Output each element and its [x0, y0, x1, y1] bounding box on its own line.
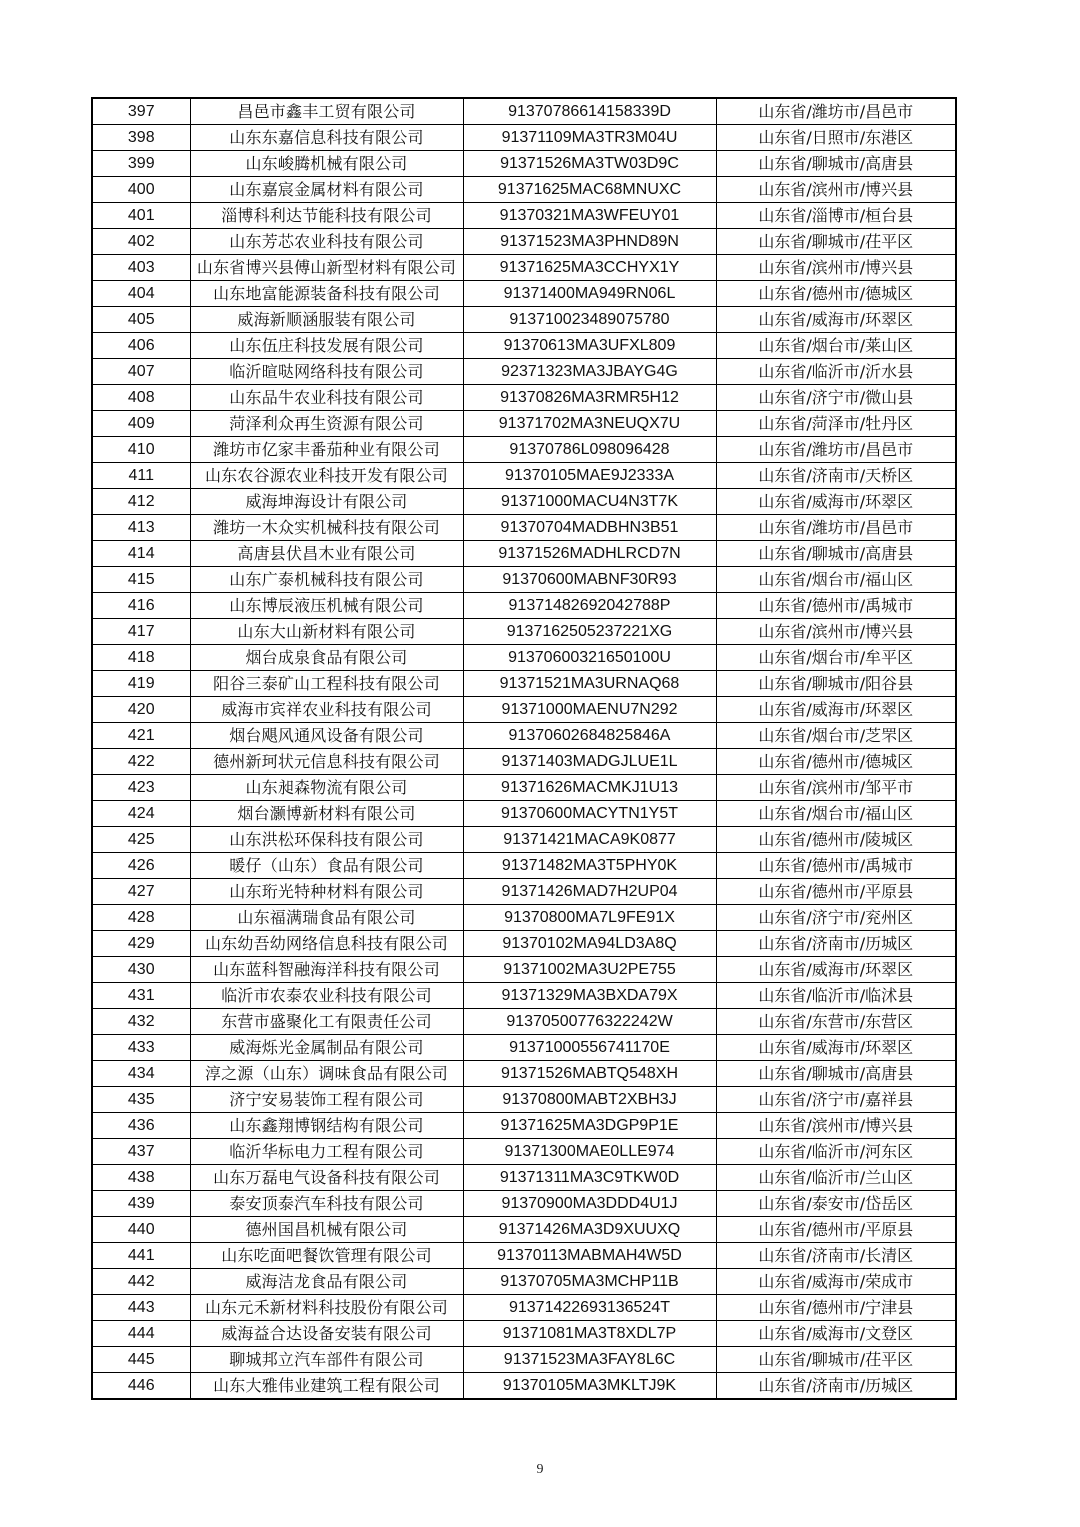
serial-number-cell: 409 — [92, 411, 190, 437]
company-name-cell: 烟台成泉食品有限公司 — [190, 645, 463, 671]
credit-code-cell: 91371482MA3T5PHY0K — [463, 853, 716, 879]
serial-number-cell: 408 — [92, 385, 190, 411]
region-cell: 山东省/聊城市/阳谷县 — [716, 671, 956, 697]
table-row — [92, 203, 956, 229]
region-cell: 山东省/德州市/禹城市 — [716, 853, 956, 879]
company-name-cell: 德州新珂状元信息科技有限公司 — [190, 749, 463, 775]
company-name-cell: 威海坤海设计有限公司 — [190, 489, 463, 515]
credit-code-cell: 91370800MA7L9FE91X — [463, 905, 716, 931]
credit-code-cell: 91370105MAE9J2333A — [463, 463, 716, 489]
serial-number-cell: 437 — [92, 1139, 190, 1165]
serial-number-cell: 419 — [92, 671, 190, 697]
region-cell: 山东省/济南市/历城区 — [716, 931, 956, 957]
table-row — [92, 437, 956, 463]
credit-code-cell: 91370613MA3UFXL809 — [463, 333, 716, 359]
table-row — [92, 931, 956, 957]
region-cell: 山东省/潍坊市/昌邑市 — [716, 515, 956, 541]
company-name-cell: 山东珩光特种材料有限公司 — [190, 879, 463, 905]
serial-number-cell: 435 — [92, 1087, 190, 1113]
company-name-cell: 山东吃面吧餐饮管理有限公司 — [190, 1243, 463, 1269]
company-name-cell: 山东农谷源农业科技开发有限公司 — [190, 463, 463, 489]
table-row — [92, 567, 956, 593]
region-cell: 山东省/德州市/平原县 — [716, 1217, 956, 1243]
table-row — [92, 827, 956, 853]
region-cell: 山东省/济南市/长清区 — [716, 1243, 956, 1269]
company-name-cell: 临沂暄哒网络科技有限公司 — [190, 359, 463, 385]
company-name-cell: 山东博辰液压机械有限公司 — [190, 593, 463, 619]
credit-code-cell: 91371482692042788P — [463, 593, 716, 619]
region-cell: 山东省/滨州市/邹平市 — [716, 775, 956, 801]
region-cell: 山东省/临沂市/河东区 — [716, 1139, 956, 1165]
table-row — [92, 1113, 956, 1139]
credit-code-cell: 91371109MA3TR3M04U — [463, 125, 716, 151]
company-name-cell: 山东品牛农业科技有限公司 — [190, 385, 463, 411]
credit-code-cell: 91371523MA3PHND89N — [463, 229, 716, 255]
serial-number-cell: 397 — [92, 98, 190, 125]
company-name-cell: 潍坊一木众实机械科技有限公司 — [190, 515, 463, 541]
table-row — [92, 255, 956, 281]
table-row — [92, 307, 956, 333]
page-number: 9 — [536, 1462, 544, 1477]
company-name-cell: 威海新顺涵服装有限公司 — [190, 307, 463, 333]
region-cell: 山东省/威海市/环翠区 — [716, 1035, 956, 1061]
serial-number-cell: 420 — [92, 697, 190, 723]
table-row — [92, 385, 956, 411]
credit-code-cell: 91370105MA3MKLTJ9K — [463, 1373, 716, 1400]
table-row — [92, 1295, 956, 1321]
table-row — [92, 593, 956, 619]
region-cell: 山东省/济南市/历城区 — [716, 1373, 956, 1400]
region-cell: 山东省/聊城市/高唐县 — [716, 151, 956, 177]
region-cell: 山东省/烟台市/芝罘区 — [716, 723, 956, 749]
credit-code-cell: 9137162505237221XG — [463, 619, 716, 645]
credit-code-cell: 91370826MA3RMR5H12 — [463, 385, 716, 411]
table-row — [92, 905, 956, 931]
serial-number-cell: 442 — [92, 1269, 190, 1295]
table-row — [92, 1061, 956, 1087]
company-name-cell: 济宁安易装饰工程有限公司 — [190, 1087, 463, 1113]
credit-code-cell: 91371329MA3BXDA79X — [463, 983, 716, 1009]
credit-code-cell: 91371421MACA9K0877 — [463, 827, 716, 853]
table-row — [92, 1217, 956, 1243]
table-row — [92, 749, 956, 775]
company-name-cell: 威海洁龙食品有限公司 — [190, 1269, 463, 1295]
region-cell: 山东省/滨州市/博兴县 — [716, 255, 956, 281]
credit-code-cell: 91371625MA3CCHYX1Y — [463, 255, 716, 281]
serial-number-cell: 434 — [92, 1061, 190, 1087]
serial-number-cell: 439 — [92, 1191, 190, 1217]
region-cell: 山东省/滨州市/博兴县 — [716, 1113, 956, 1139]
serial-number-cell: 405 — [92, 307, 190, 333]
company-name-cell: 山东昶森物流有限公司 — [190, 775, 463, 801]
region-cell: 山东省/潍坊市/昌邑市 — [716, 98, 956, 125]
serial-number-cell: 399 — [92, 151, 190, 177]
credit-code-cell: 91370113MABMAH4W5D — [463, 1243, 716, 1269]
region-cell: 山东省/滨州市/博兴县 — [716, 177, 956, 203]
serial-number-cell: 433 — [92, 1035, 190, 1061]
credit-code-cell: 91370900MA3DDD4U1J — [463, 1191, 716, 1217]
credit-code-cell: 91371000MACU4N3T7K — [463, 489, 716, 515]
credit-code-cell: 91371403MADGJLUE1L — [463, 749, 716, 775]
table-row — [92, 177, 956, 203]
region-cell: 山东省/威海市/环翠区 — [716, 489, 956, 515]
credit-code-cell: 91371625MA3DGP9P1E — [463, 1113, 716, 1139]
credit-code-cell: 91370600MACYTN1Y5T — [463, 801, 716, 827]
region-cell: 山东省/淄博市/桓台县 — [716, 203, 956, 229]
credit-code-cell: 91371311MA3C9TKW0D — [463, 1165, 716, 1191]
region-cell: 山东省/临沂市/临沭县 — [716, 983, 956, 1009]
region-cell: 山东省/德州市/陵城区 — [716, 827, 956, 853]
company-name-cell: 烟台飓风通风设备有限公司 — [190, 723, 463, 749]
table-row — [92, 229, 956, 255]
region-cell: 山东省/威海市/荣成市 — [716, 1269, 956, 1295]
company-name-cell: 威海益合达设备安装有限公司 — [190, 1321, 463, 1347]
company-name-cell: 山东东嘉信息科技有限公司 — [190, 125, 463, 151]
region-cell: 山东省/烟台市/牟平区 — [716, 645, 956, 671]
table-row — [92, 1269, 956, 1295]
credit-code-cell: 91371300MAE0LLE974 — [463, 1139, 716, 1165]
table-row — [92, 411, 956, 437]
region-cell: 山东省/威海市/环翠区 — [716, 957, 956, 983]
serial-number-cell: 406 — [92, 333, 190, 359]
region-cell: 山东省/聊城市/茌平区 — [716, 229, 956, 255]
serial-number-cell: 436 — [92, 1113, 190, 1139]
serial-number-cell: 412 — [92, 489, 190, 515]
table-row — [92, 1165, 956, 1191]
serial-number-cell: 398 — [92, 125, 190, 151]
company-name-cell: 淄博科利达节能科技有限公司 — [190, 203, 463, 229]
table-row — [92, 723, 956, 749]
credit-code-cell: 91371702MA3NEUQX7U — [463, 411, 716, 437]
table-body — [92, 98, 956, 1399]
region-cell: 山东省/聊城市/茌平区 — [716, 1347, 956, 1373]
serial-number-cell: 445 — [92, 1347, 190, 1373]
region-cell: 山东省/德州市/宁津县 — [716, 1295, 956, 1321]
table-row — [92, 983, 956, 1009]
credit-code-cell: 91371626MACMKJ1U13 — [463, 775, 716, 801]
serial-number-cell: 431 — [92, 983, 190, 1009]
region-cell: 山东省/济宁市/嘉祥县 — [716, 1087, 956, 1113]
region-cell: 山东省/潍坊市/昌邑市 — [716, 437, 956, 463]
table-row — [92, 619, 956, 645]
table-row — [92, 541, 956, 567]
table-row — [92, 151, 956, 177]
table-row — [92, 775, 956, 801]
table-row — [92, 489, 956, 515]
table-row — [92, 125, 956, 151]
table-row — [92, 333, 956, 359]
company-name-cell: 山东峻腾机械有限公司 — [190, 151, 463, 177]
region-cell: 山东省/威海市/文登区 — [716, 1321, 956, 1347]
region-cell: 山东省/济宁市/兖州区 — [716, 905, 956, 931]
table-row — [92, 1243, 956, 1269]
serial-number-cell: 413 — [92, 515, 190, 541]
region-cell: 山东省/济宁市/微山县 — [716, 385, 956, 411]
serial-number-cell: 421 — [92, 723, 190, 749]
table-row — [92, 515, 956, 541]
company-name-cell: 暖仔（山东）食品有限公司 — [190, 853, 463, 879]
company-name-cell: 山东广泰机械科技有限公司 — [190, 567, 463, 593]
company-name-cell: 山东地富能源装备科技有限公司 — [190, 281, 463, 307]
serial-number-cell: 432 — [92, 1009, 190, 1035]
serial-number-cell: 410 — [92, 437, 190, 463]
table-row — [92, 1347, 956, 1373]
serial-number-cell: 414 — [92, 541, 190, 567]
credit-code-cell: 91370704MADBHN3B51 — [463, 515, 716, 541]
credit-code-cell: 91370600321650100U — [463, 645, 716, 671]
serial-number-cell: 438 — [92, 1165, 190, 1191]
company-registry-table — [91, 97, 957, 1400]
company-name-cell: 高唐县伏昌木业有限公司 — [190, 541, 463, 567]
serial-number-cell: 404 — [92, 281, 190, 307]
region-cell: 山东省/东营市/东营区 — [716, 1009, 956, 1035]
region-cell: 山东省/德州市/德城区 — [716, 281, 956, 307]
table-row — [92, 801, 956, 827]
company-name-cell: 淳之源（山东）调味食品有限公司 — [190, 1061, 463, 1087]
serial-number-cell: 403 — [92, 255, 190, 281]
table-row — [92, 1321, 956, 1347]
credit-code-cell: 913710023489075780 — [463, 307, 716, 333]
company-name-cell: 昌邑市鑫丰工贸有限公司 — [190, 98, 463, 125]
company-name-cell: 山东省博兴县傅山新型材料有限公司 — [190, 255, 463, 281]
credit-code-cell: 91371400MA949RN06L — [463, 281, 716, 307]
serial-number-cell: 440 — [92, 1217, 190, 1243]
company-name-cell: 烟台灏博新材料有限公司 — [190, 801, 463, 827]
company-name-cell: 威海烁光金属制品有限公司 — [190, 1035, 463, 1061]
table-row — [92, 671, 956, 697]
credit-code-cell: 91371081MA3T8XDL7P — [463, 1321, 716, 1347]
company-name-cell: 山东大山新材料有限公司 — [190, 619, 463, 645]
company-name-cell: 菏泽利众再生资源有限公司 — [190, 411, 463, 437]
credit-code-cell: 91371526MABTQ548XH — [463, 1061, 716, 1087]
region-cell: 山东省/威海市/环翠区 — [716, 307, 956, 333]
company-name-cell: 阳谷三泰矿山工程科技有限公司 — [190, 671, 463, 697]
serial-number-cell: 429 — [92, 931, 190, 957]
company-name-cell: 山东鑫翔博钢结构有限公司 — [190, 1113, 463, 1139]
credit-code-cell: 91371526MA3TW03D9C — [463, 151, 716, 177]
table-row — [92, 1139, 956, 1165]
company-name-cell: 东营市盛聚化工有限责任公司 — [190, 1009, 463, 1035]
table-row — [92, 1009, 956, 1035]
credit-code-cell: 91371002MA3U2PE755 — [463, 957, 716, 983]
table-row — [92, 879, 956, 905]
credit-code-cell: 91371422693136524T — [463, 1295, 716, 1321]
region-cell: 山东省/威海市/环翠区 — [716, 697, 956, 723]
credit-code-cell: 91371521MA3URNAQ68 — [463, 671, 716, 697]
credit-code-cell: 91370800MABT2XBH3J — [463, 1087, 716, 1113]
company-name-cell: 临沂华标电力工程有限公司 — [190, 1139, 463, 1165]
region-cell: 山东省/聊城市/高唐县 — [716, 541, 956, 567]
serial-number-cell: 401 — [92, 203, 190, 229]
region-cell: 山东省/临沂市/兰山区 — [716, 1165, 956, 1191]
region-cell: 山东省/德州市/平原县 — [716, 879, 956, 905]
serial-number-cell: 441 — [92, 1243, 190, 1269]
company-name-cell: 山东万磊电气设备科技有限公司 — [190, 1165, 463, 1191]
company-name-cell: 山东幼吾幼网络信息科技有限公司 — [190, 931, 463, 957]
credit-code-cell: 91371426MAD7H2UP04 — [463, 879, 716, 905]
company-name-cell: 临沂市农泰农业科技有限公司 — [190, 983, 463, 1009]
table-row — [92, 1373, 956, 1400]
table-row — [92, 98, 956, 125]
company-name-cell: 山东伍庄科技发展有限公司 — [190, 333, 463, 359]
serial-number-cell: 422 — [92, 749, 190, 775]
credit-code-cell: 91370102MA94LD3A8Q — [463, 931, 716, 957]
company-name-cell: 山东福满瑞食品有限公司 — [190, 905, 463, 931]
region-cell: 山东省/济南市/天桥区 — [716, 463, 956, 489]
region-cell: 山东省/德州市/德城区 — [716, 749, 956, 775]
company-name-cell: 泰安顶泰汽车科技有限公司 — [190, 1191, 463, 1217]
credit-code-cell: 91371426MA3D9XUUXQ — [463, 1217, 716, 1243]
company-name-cell: 聊城邦立汽车部件有限公司 — [190, 1347, 463, 1373]
company-name-cell: 威海市宾祥农业科技有限公司 — [190, 697, 463, 723]
credit-code-cell: 91371000556741170E — [463, 1035, 716, 1061]
region-cell: 山东省/烟台市/福山区 — [716, 567, 956, 593]
table-row — [92, 645, 956, 671]
serial-number-cell: 416 — [92, 593, 190, 619]
credit-code-cell: 91370705MA3MCHP11B — [463, 1269, 716, 1295]
region-cell: 山东省/烟台市/莱山区 — [716, 333, 956, 359]
serial-number-cell: 423 — [92, 775, 190, 801]
serial-number-cell: 430 — [92, 957, 190, 983]
company-name-cell: 山东嘉宸金属材料有限公司 — [190, 177, 463, 203]
company-name-cell: 山东蓝科智融海洋科技有限公司 — [190, 957, 463, 983]
credit-code-cell: 91370786614158339D — [463, 98, 716, 125]
serial-number-cell: 418 — [92, 645, 190, 671]
table-row — [92, 1087, 956, 1113]
credit-code-cell: 92371323MA3JBAYG4G — [463, 359, 716, 385]
credit-code-cell: 91370500776322242W — [463, 1009, 716, 1035]
credit-code-cell: 91370602684825846A — [463, 723, 716, 749]
company-name-cell: 山东芳芯农业科技有限公司 — [190, 229, 463, 255]
table-row — [92, 957, 956, 983]
serial-number-cell: 411 — [92, 463, 190, 489]
region-cell: 山东省/日照市/东港区 — [716, 125, 956, 151]
company-name-cell: 山东洪松环保科技有限公司 — [190, 827, 463, 853]
serial-number-cell: 417 — [92, 619, 190, 645]
table-row — [92, 1191, 956, 1217]
table-row — [92, 463, 956, 489]
region-cell: 山东省/烟台市/福山区 — [716, 801, 956, 827]
serial-number-cell: 428 — [92, 905, 190, 931]
serial-number-cell: 424 — [92, 801, 190, 827]
credit-code-cell: 91370600MABNF30R93 — [463, 567, 716, 593]
table-row — [92, 359, 956, 385]
serial-number-cell: 425 — [92, 827, 190, 853]
table-row — [92, 853, 956, 879]
serial-number-cell: 446 — [92, 1373, 190, 1400]
table-row — [92, 697, 956, 723]
table-row — [92, 281, 956, 307]
company-name-cell: 潍坊市亿家丰番茄种业有限公司 — [190, 437, 463, 463]
region-cell: 山东省/滨州市/博兴县 — [716, 619, 956, 645]
company-name-cell: 山东元禾新材料科技股份有限公司 — [190, 1295, 463, 1321]
company-name-cell: 德州国昌机械有限公司 — [190, 1217, 463, 1243]
credit-code-cell: 91370786L098096428 — [463, 437, 716, 463]
serial-number-cell: 400 — [92, 177, 190, 203]
region-cell: 山东省/菏泽市/牡丹区 — [716, 411, 956, 437]
serial-number-cell: 407 — [92, 359, 190, 385]
credit-code-cell: 91370321MA3WFEUY01 — [463, 203, 716, 229]
serial-number-cell: 426 — [92, 853, 190, 879]
region-cell: 山东省/德州市/禹城市 — [716, 593, 956, 619]
serial-number-cell: 443 — [92, 1295, 190, 1321]
region-cell: 山东省/临沂市/沂水县 — [716, 359, 956, 385]
region-cell: 山东省/聊城市/高唐县 — [716, 1061, 956, 1087]
serial-number-cell: 402 — [92, 229, 190, 255]
company-name-cell: 山东大雅伟业建筑工程有限公司 — [190, 1373, 463, 1400]
serial-number-cell: 415 — [92, 567, 190, 593]
credit-code-cell: 91371625MAC68MNUXC — [463, 177, 716, 203]
credit-code-cell: 91371523MA3FAY8L6C — [463, 1347, 716, 1373]
serial-number-cell: 427 — [92, 879, 190, 905]
table-row — [92, 1035, 956, 1061]
credit-code-cell: 91371000MAENU7N292 — [463, 697, 716, 723]
serial-number-cell: 444 — [92, 1321, 190, 1347]
credit-code-cell: 91371526MADHLRCD7N — [463, 541, 716, 567]
region-cell: 山东省/泰安市/岱岳区 — [716, 1191, 956, 1217]
